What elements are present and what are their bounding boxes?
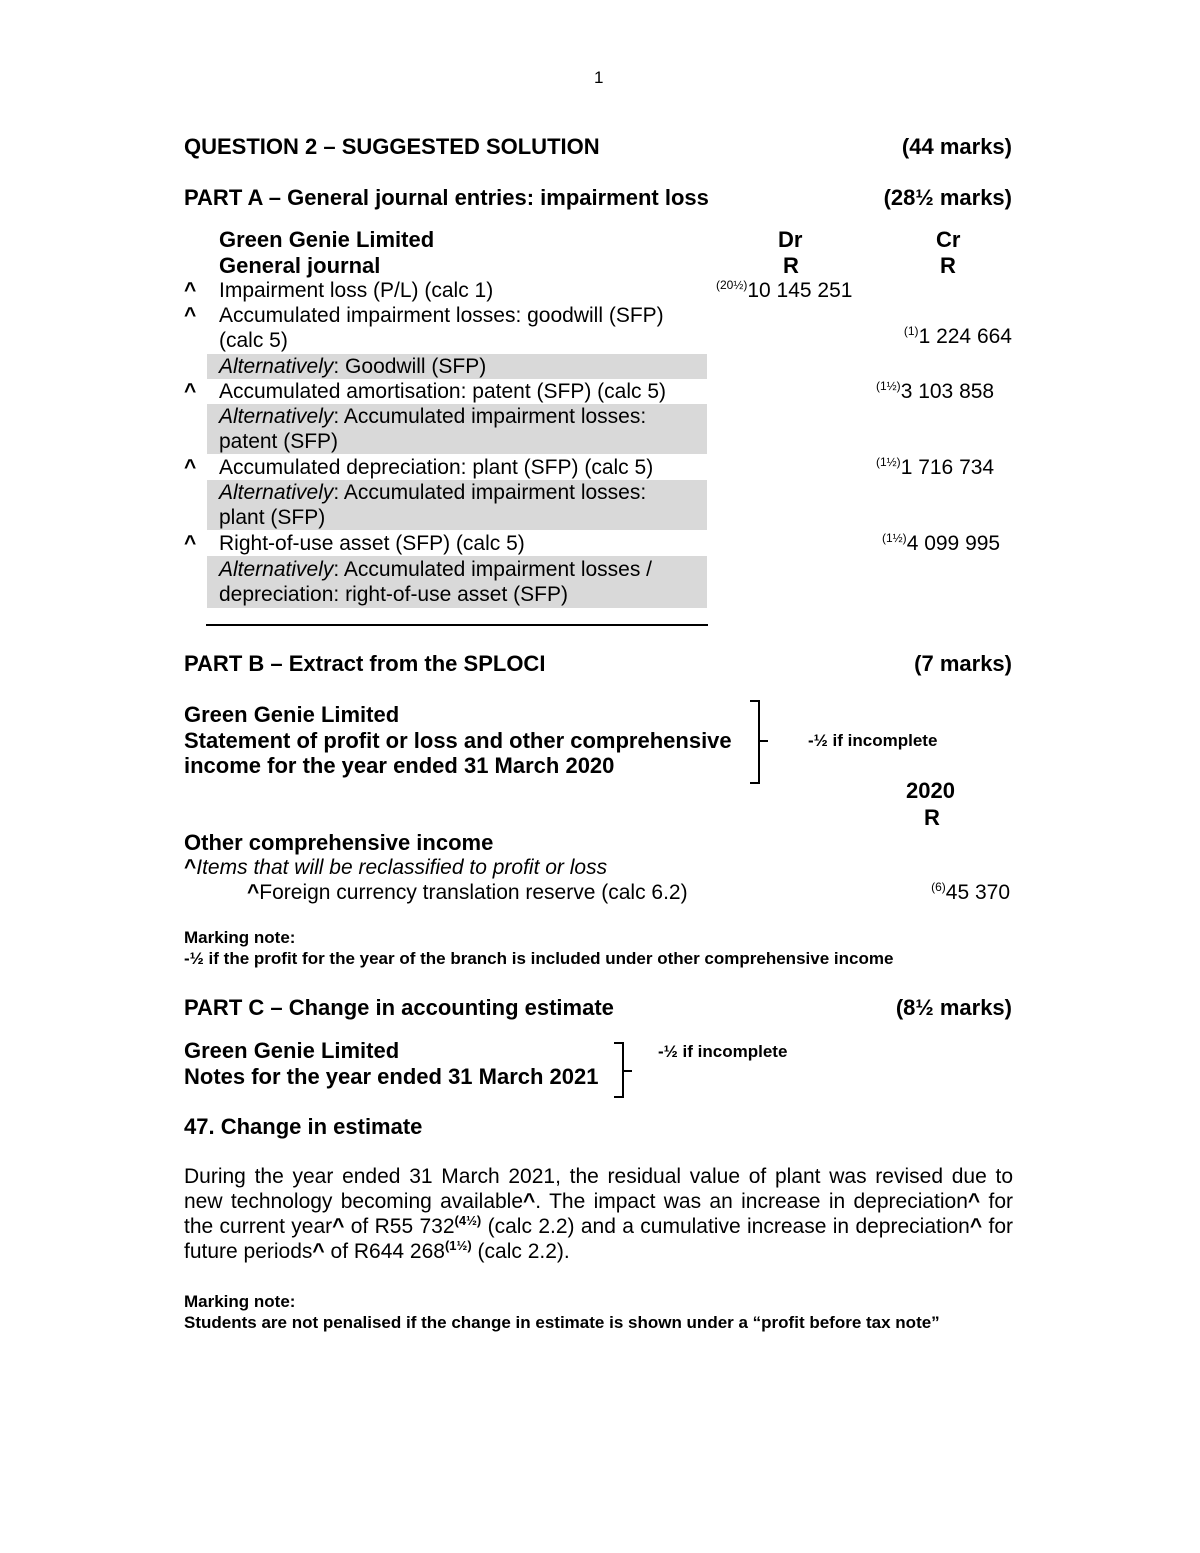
- splocI-company: Green Genie Limited: [184, 702, 400, 727]
- part-c-title: PART C – Change in accounting estimate: [184, 995, 614, 1020]
- question-title: QUESTION 2 – SUGGESTED SOLUTION: [184, 134, 600, 159]
- change-in-estimate-paragraph: During the year ended 31 March 2021, the residual value of plant was revised due to new technology becoming available^. The impact was an increase in depreciation^ for the current year^ of R55 $732^{(4\frac{1}{2})}$ (calc 2.2) and a cumulative increase in depreciation^ for future periods^ of R644 $268^{(1\frac{1}{2})}$ (calc 2.2).: [184, 1165, 1014, 1263]
- part-c-marking-note-title: Marking note:: [184, 1292, 296, 1311]
- entry-impairment-loss: Impairment loss (P/L) (calc 1): [219, 279, 494, 302]
- part-b-marking-note-title: Marking note:: [184, 928, 296, 947]
- oci-item-fctr: ^Foreign currency translation reserve (calc 6.2): [247, 881, 688, 904]
- entry-rou: Right-of-use asset (SFP) (calc 5): [219, 532, 525, 555]
- part-b-marks: (7 marks): [914, 651, 1012, 676]
- splocI-currency: R: [924, 805, 940, 830]
- entry-rou-amount: $^{(1\frac{1}{2})}$4 099 995: [882, 531, 1001, 555]
- caret-mark: ^: [184, 279, 197, 302]
- journal-company: Green Genie Limited: [219, 227, 435, 252]
- entry-patent-amount: $^{(1\frac{1}{2})}$3 103 858: [876, 379, 995, 403]
- entry-plant: Accumulated depreciation: plant (SFP) (calc 5): [219, 456, 654, 479]
- oci-items-heading: ^Items that will be reclassified to profit or loss: [184, 856, 608, 879]
- caret-mark: ^: [184, 456, 197, 479]
- caret-mark: ^: [184, 304, 197, 327]
- part-b-title: PART B – Extract from the SPLOCI: [184, 651, 546, 676]
- entry-goodwill-line2: (calc 5): [219, 329, 288, 352]
- entry-impairment-amount: $^{(20\frac{1}{2})}$10 145 251: [716, 278, 853, 302]
- entry-goodwill-amount: $^{(1)}$1 224 664: [903, 324, 1012, 348]
- dr-currency: R: [783, 253, 799, 278]
- dr-heading: Dr: [778, 227, 803, 252]
- part-c-marks: (8½ marks): [895, 995, 1012, 1020]
- journal-divider: [206, 624, 708, 626]
- caret-mark: ^: [184, 380, 197, 403]
- alt-patent-line1: Alternatively: Accumulated impairment losses:: [219, 405, 647, 428]
- cr-currency: R: [940, 253, 956, 278]
- entry-plant-amount: $^{(1\frac{1}{2})}$1 716 734: [876, 455, 995, 479]
- part-b-incomplete-note: -½ if incomplete: [808, 731, 938, 750]
- oci-heading: Other comprehensive income: [184, 830, 494, 855]
- part-a-marks: (28½ marks): [883, 185, 1012, 210]
- splocI-year: 2020: [906, 778, 955, 803]
- alt-rou-line2: depreciation: right-of-use asset (SFP): [219, 583, 568, 606]
- part-b-marking-note-text: -½ if the profit for the year of the branch is included under other comprehensive income: [184, 949, 894, 968]
- splocI-statement-line2: income for the year ended 31 March 2020: [184, 753, 615, 778]
- part-c-incomplete-note: -½ if incomplete: [658, 1042, 788, 1061]
- splocI-statement-line1: Statement of profit or loss and other comprehensive: [184, 728, 732, 753]
- caret-mark: ^: [184, 532, 197, 555]
- entry-patent: Accumulated amortisation: patent (SFP) (calc 5): [219, 380, 667, 403]
- alt-goodwill: Alternatively: Goodwill (SFP): [219, 355, 487, 378]
- oci-item-amount: $^{(6)}$45 370: [931, 880, 1010, 904]
- note-47-heading: 47. Change in estimate: [184, 1114, 423, 1139]
- alt-rou-line1: Alternatively: Accumulated impairment losses /: [219, 558, 653, 581]
- part-c-marking-note-text: Students are not penalised if the change in estimate is shown under a “profit before tax note”: [184, 1313, 940, 1332]
- entry-goodwill-line1: Accumulated impairment losses: goodwill (SFP): [219, 304, 664, 327]
- journal-title: General journal: [219, 253, 381, 278]
- alt-patent-line2: patent (SFP): [219, 430, 339, 453]
- notes-company: Green Genie Limited: [184, 1038, 400, 1063]
- alt-plant-line1: Alternatively: Accumulated impairment losses:: [219, 481, 647, 504]
- cr-heading: Cr: [936, 227, 961, 252]
- alt-plant-line2: plant (SFP): [219, 506, 326, 529]
- question-marks: (44 marks): [901, 134, 1012, 159]
- part-a-title: PART A – General journal entries: impairment loss: [184, 185, 709, 210]
- page-number: 1: [594, 68, 604, 87]
- notes-title: Notes for the year ended 31 March 2021: [184, 1064, 599, 1089]
